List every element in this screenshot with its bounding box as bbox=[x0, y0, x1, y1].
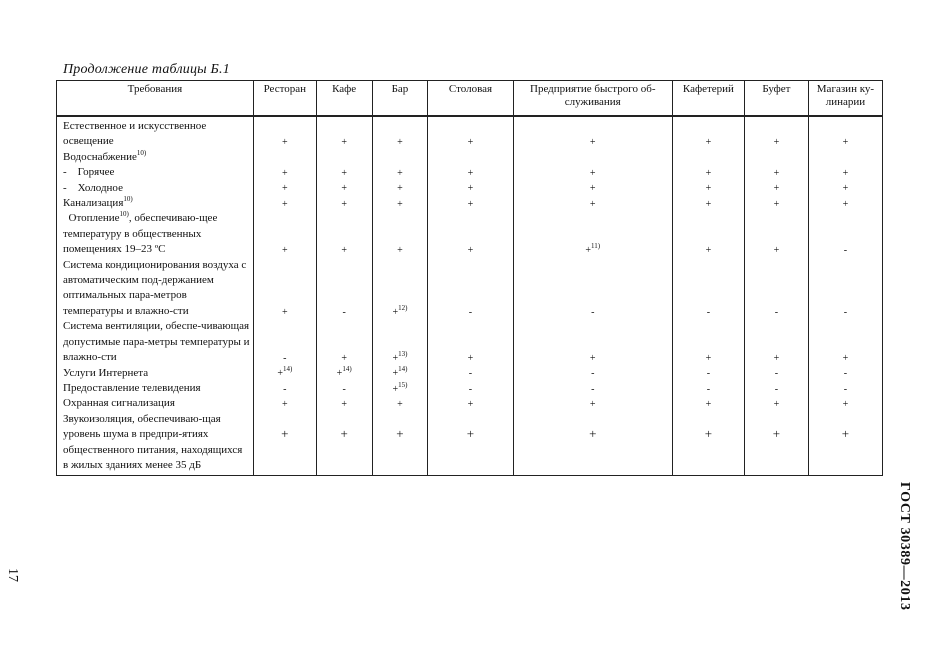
cell-mark: + bbox=[672, 119, 744, 150]
header-canteen: Столовая bbox=[428, 81, 513, 117]
cell-mark: + bbox=[672, 412, 744, 476]
cell-mark: - bbox=[316, 381, 372, 396]
cell-mark: + bbox=[744, 319, 808, 365]
table-row bbox=[57, 319, 883, 365]
cell-mark: - bbox=[672, 258, 744, 320]
cell-mark: + bbox=[428, 396, 513, 411]
cell-mark: + bbox=[672, 319, 744, 365]
table-row bbox=[57, 181, 883, 196]
cell-mark: + bbox=[808, 181, 882, 196]
cell-mark: + bbox=[253, 181, 316, 196]
cell-mark: + bbox=[316, 165, 372, 180]
cell-mark: + bbox=[372, 165, 428, 180]
cell-mark: + bbox=[372, 119, 428, 150]
cell-mark: + bbox=[428, 319, 513, 365]
cell-mark: + bbox=[513, 319, 672, 365]
cell-mark: +$^{14)}$ bbox=[253, 366, 316, 381]
cell-mark: - bbox=[513, 258, 672, 320]
cell-mark: + bbox=[316, 211, 372, 257]
cell-mark: + bbox=[672, 165, 744, 180]
cell-mark: + bbox=[253, 258, 316, 320]
table-row bbox=[57, 165, 883, 180]
row-label: Услуги Интернета bbox=[57, 366, 254, 381]
cell-mark: - bbox=[744, 258, 808, 320]
cell-mark: - bbox=[672, 366, 744, 381]
footnote-ref: 10) bbox=[136, 148, 147, 157]
cell-mark: - bbox=[808, 211, 882, 257]
row-label: Водоснабжение$^{10)}$ bbox=[57, 150, 254, 165]
cell-mark: - bbox=[513, 381, 672, 396]
table-row bbox=[57, 366, 883, 381]
cell-mark: - bbox=[744, 366, 808, 381]
footnote-ref: 10) bbox=[119, 210, 129, 219]
table-row bbox=[57, 119, 883, 150]
cell-mark: - bbox=[428, 366, 513, 381]
cell-mark: + bbox=[513, 412, 672, 476]
cell-mark: + bbox=[372, 181, 428, 196]
cell-mark: + bbox=[808, 165, 882, 180]
cell-mark: - bbox=[672, 381, 744, 396]
row-label: - Горячее bbox=[57, 165, 254, 180]
cell-mark: + bbox=[744, 412, 808, 476]
table-row bbox=[57, 258, 883, 320]
header-buffet: Буфет bbox=[744, 81, 808, 117]
cell-mark: + bbox=[372, 196, 428, 211]
cell-mark: + bbox=[744, 181, 808, 196]
cell-mark: + bbox=[316, 396, 372, 411]
cell-mark: +$^{11)}$ bbox=[513, 211, 672, 257]
header-cafeteria: Кафетерий bbox=[672, 81, 744, 117]
cell-mark: +$^{13)}$ bbox=[372, 319, 428, 365]
footnote-ref: 10) bbox=[123, 195, 133, 204]
cell-mark: + bbox=[253, 196, 316, 211]
header-bar: Бар bbox=[372, 81, 428, 117]
header-row bbox=[57, 81, 883, 117]
cell-mark: + bbox=[316, 181, 372, 196]
cell-mark: + bbox=[316, 119, 372, 150]
table-row bbox=[57, 196, 883, 211]
header-culinary-shop: Магазин ку-линарии bbox=[808, 81, 882, 117]
table-row bbox=[57, 396, 883, 411]
cell-mark: + bbox=[253, 396, 316, 411]
table-caption: Продолжение таблицы Б.1 bbox=[63, 62, 230, 77]
cell-mark: + bbox=[253, 165, 316, 180]
cell-mark: - bbox=[513, 366, 672, 381]
header-fast-service: Предприятие быстрого об-служивания bbox=[513, 81, 672, 117]
row-label: Система вентиляции, обеспе-чивающая допустимые пара-метры температуры и влажно-сти bbox=[57, 319, 254, 365]
cell-mark: + bbox=[372, 211, 428, 257]
cell-mark: - bbox=[808, 258, 882, 320]
cell-mark: + bbox=[672, 196, 744, 211]
cell-mark: + bbox=[253, 412, 316, 476]
requirements-table bbox=[56, 80, 883, 476]
cell-mark: + bbox=[253, 211, 316, 257]
table-row bbox=[57, 412, 883, 476]
header-cafe: Кафе bbox=[316, 81, 372, 117]
row-label: Канализация$^{10)}$ bbox=[57, 196, 254, 211]
cell-mark: + bbox=[744, 165, 808, 180]
row-label: - Холодное bbox=[57, 181, 254, 196]
cell-mark: + bbox=[808, 319, 882, 365]
cell-mark: + bbox=[744, 119, 808, 150]
cell-mark: - bbox=[428, 258, 513, 320]
footnote-ref: 11) bbox=[591, 242, 601, 251]
cell-mark: + bbox=[672, 396, 744, 411]
cell-mark: +$^{12)}$ bbox=[372, 258, 428, 320]
cell-mark: - bbox=[253, 319, 316, 365]
cell-mark: + bbox=[672, 211, 744, 257]
cell-mark: + bbox=[428, 119, 513, 150]
cell-mark: + bbox=[428, 211, 513, 257]
row-label: Охранная сигнализация bbox=[57, 396, 254, 411]
table-row bbox=[57, 211, 883, 257]
cell-mark: + bbox=[513, 119, 672, 150]
footnote-ref: 12) bbox=[398, 303, 408, 312]
cell-mark: + bbox=[744, 396, 808, 411]
cell-mark: + bbox=[808, 412, 882, 476]
cell-mark: - bbox=[808, 366, 882, 381]
cell-mark: + bbox=[428, 165, 513, 180]
table-row bbox=[57, 150, 883, 165]
cell-mark: +$^{15)}$ bbox=[372, 381, 428, 396]
row-label: Предоставление телевидения bbox=[57, 381, 254, 396]
cell-mark: + bbox=[428, 181, 513, 196]
cell-mark: + bbox=[428, 196, 513, 211]
cell-mark: + bbox=[253, 119, 316, 150]
cell-mark: +$^{14)}$ bbox=[372, 366, 428, 381]
cell-mark: + bbox=[513, 181, 672, 196]
row-label: Естественное и искусственное освещение bbox=[57, 119, 254, 150]
footnote-ref: 14) bbox=[398, 365, 408, 374]
cell-mark: + bbox=[808, 196, 882, 211]
cell-mark: - bbox=[808, 381, 882, 396]
cell-mark: + bbox=[513, 396, 672, 411]
cell-mark: + bbox=[316, 196, 372, 211]
page-number: 17 bbox=[5, 568, 20, 582]
footnote-ref: 14) bbox=[282, 365, 293, 374]
header-restaurant: Ресторан bbox=[253, 81, 316, 117]
cell-mark: + bbox=[316, 319, 372, 365]
footnote-ref: 13) bbox=[398, 349, 408, 358]
cell-mark: + bbox=[513, 196, 672, 211]
cell-mark: + bbox=[513, 165, 672, 180]
cell-mark: + bbox=[372, 396, 428, 411]
footnote-ref: 15) bbox=[398, 380, 408, 389]
footnote-ref: 14) bbox=[342, 365, 352, 374]
cell-mark: + bbox=[744, 196, 808, 211]
header-requirements: Требования bbox=[57, 81, 254, 117]
cell-mark: + bbox=[428, 412, 513, 476]
table-row bbox=[57, 381, 883, 396]
cell-mark: + bbox=[672, 181, 744, 196]
cell-mark: - bbox=[744, 381, 808, 396]
row-label: Отопление$^{10)}$, обеспечиваю-щее температуру в общественных помещениях 19–23 ºС bbox=[57, 211, 254, 257]
cell-mark: +$^{14)}$ bbox=[316, 366, 372, 381]
cell-mark: + bbox=[808, 396, 882, 411]
cell-mark: + bbox=[808, 119, 882, 150]
cell-mark: + bbox=[372, 412, 428, 476]
cell-mark: - bbox=[253, 381, 316, 396]
row-label: Звукоизоляция, обеспечиваю-щая уровень шума в предпри-ятиях общественного питания, находящихся в жилых зданиях менее 35 дБ bbox=[57, 412, 254, 476]
standard-title: ГОСТ 30389—2013 bbox=[897, 482, 912, 611]
row-label: Система кондиционирования воздуха с автоматическим под-держанием оптимальных пара-метров температуры и влажно-сти bbox=[57, 258, 254, 320]
cell-mark: + bbox=[744, 211, 808, 257]
cell-mark: - bbox=[428, 381, 513, 396]
cell-mark: - bbox=[316, 258, 372, 320]
cell-mark: + bbox=[316, 412, 372, 476]
